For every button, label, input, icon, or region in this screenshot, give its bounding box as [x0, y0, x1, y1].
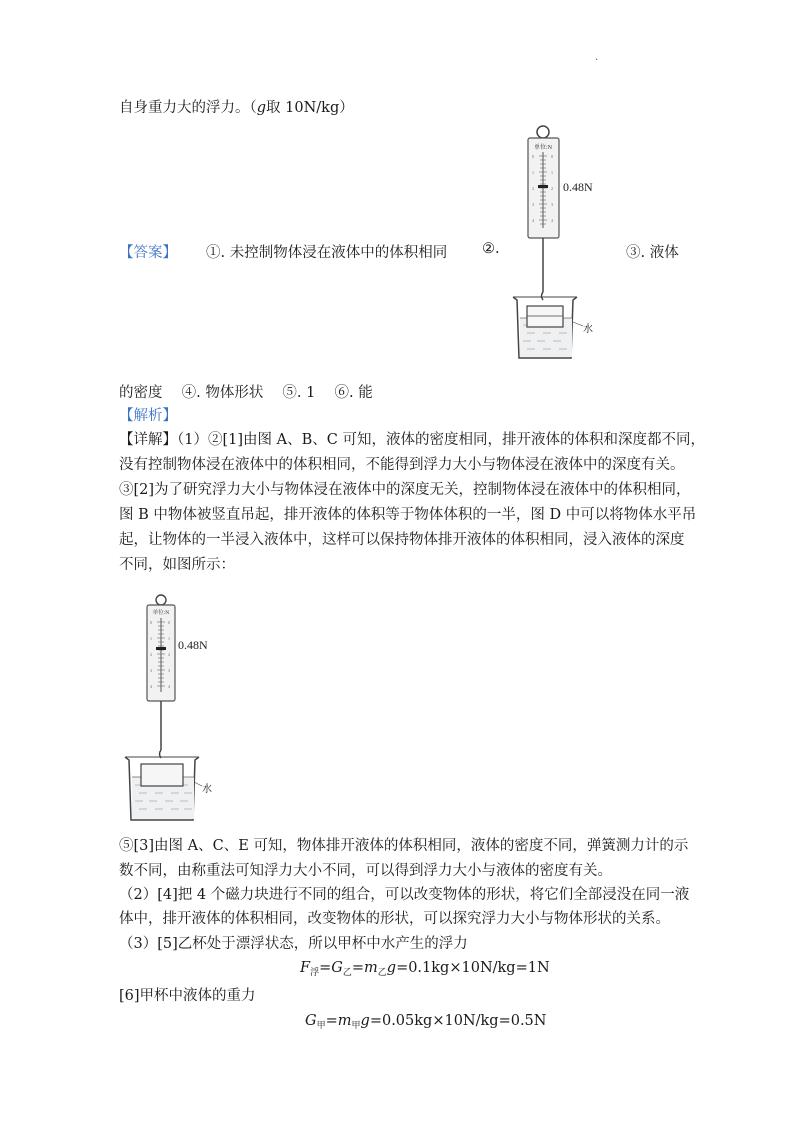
intro-line — [119, 98, 354, 118]
explanation-line-10: 体中，排开液体的体积相同，改变物体的形状，可以探究浮力大小与物体形状的关系。 — [119, 911, 670, 927]
svg-text:2: 2 — [551, 186, 553, 191]
eq2-m: m — [337, 1013, 352, 1029]
svg-text:3: 3 — [168, 668, 170, 673]
answer-item-3: ③. 液体 — [626, 245, 679, 261]
svg-text:4: 4 — [168, 684, 170, 689]
svg-text:1: 1 — [551, 170, 553, 175]
svg-text:4: 4 — [532, 218, 534, 223]
svg-text:1: 1 — [532, 170, 534, 175]
analysis-tag: 【解析】 — [119, 408, 177, 424]
explanation-line-1 — [119, 430, 705, 450]
equation-gravity — [305, 1013, 546, 1031]
scale-title-2: 单位:N — [152, 610, 170, 616]
corner-mark: . — [595, 52, 599, 63]
water-label-pointer-2 — [194, 782, 202, 786]
eq2-equals-1: = — [325, 1013, 338, 1029]
water-label-2: 水 — [202, 784, 212, 795]
svg-text:4: 4 — [150, 684, 152, 689]
svg-text:0: 0 — [532, 154, 534, 159]
svg-text:1: 1 — [168, 636, 170, 641]
scale-pointer-2 — [156, 647, 166, 650]
eq1-g: g — [386, 960, 397, 976]
svg-text:2: 2 — [532, 186, 534, 191]
eq1-equals-1: = — [319, 960, 332, 976]
explanation-line-4: 图 B 中物体被竖直吊起，排开液体的体积等于物体体积的一半，图 D 中可以将物体水平吊 — [119, 507, 697, 523]
explanation-line-5: 起，让物体的一半浸入液体中，这样可以保持物体排开液体的体积相同，浸入液体的深度 — [119, 532, 685, 548]
eq2-m-sub: 甲 — [351, 1021, 361, 1031]
answer-tag: 【答案】 — [119, 245, 177, 261]
figure-spring-scale-2 — [122, 592, 232, 832]
eq2-rest: =0.05kg×10N/kg=0.5N — [369, 1013, 547, 1029]
water-label: 水 — [583, 324, 593, 335]
svg-text:0: 0 — [168, 620, 170, 625]
scale-pointer — [538, 185, 548, 188]
svg-text:3: 3 — [532, 202, 534, 207]
eq1-G-sub: 乙 — [342, 968, 352, 978]
explanation-line-9: （2）[4]把 4 个磁力块进行不同的组合，可以改变物体的形状，将它们全部浸没在同一液 — [119, 887, 690, 903]
svg-text:1: 1 — [150, 636, 152, 641]
eq2-g: g — [360, 1013, 370, 1029]
explanation-text-1: （1）②[1]由图 A、B、C 可知，液体的密度相同，排开液体的体积和深度都不同， — [177, 432, 705, 448]
explanation-line-12: [6]甲杯中液体的重力 — [119, 988, 256, 1004]
explanation-line-2: 没有控制物体浸在液体中的体积相同，不能得到浮力大小与物体浸在液体中的深度有关。 — [119, 457, 685, 473]
explanation-line-6: 不同，如图所示： — [119, 557, 235, 573]
svg-text:2: 2 — [150, 652, 152, 657]
eq1-rest: =0.1kg×10N/kg=1N — [396, 960, 550, 976]
answer-item-1: ①. 未控制物体浸在液体中的体积相同 — [206, 245, 448, 261]
water-label-pointer — [573, 322, 583, 326]
submerged-block — [527, 306, 563, 327]
explanation-line-11: （3）[5]乙杯处于漂浮状态，所以甲杯中水产生的浮力 — [119, 936, 468, 952]
eq1-F: F — [300, 960, 311, 976]
submerged-block-2 — [141, 764, 183, 786]
eq1-G: G — [331, 960, 343, 976]
answer-line-2: 的密度 ④. 物体形状 ⑤. 1 ⑥. 能 — [119, 385, 373, 401]
eq1-F-sub: 浮 — [310, 968, 320, 978]
detail-tag: 【详解】 — [119, 432, 177, 448]
figure-spring-scale-1 — [505, 122, 645, 366]
intro-prefix: 自身重力大的浮力。（ — [119, 100, 257, 116]
scale-title: 单位:N — [533, 145, 553, 151]
svg-text:0: 0 — [150, 620, 152, 625]
scale-ring-2 — [156, 595, 166, 605]
eq2-G: G — [305, 1013, 317, 1029]
scale-reading-2: 0.48N — [178, 638, 208, 652]
intro-suffix: 取 10N/kg） — [266, 100, 354, 116]
svg-text:0: 0 — [551, 154, 553, 159]
svg-text:4: 4 — [551, 218, 553, 223]
svg-text:3: 3 — [150, 668, 152, 673]
answer-item-2: ②. — [482, 241, 500, 257]
explanation-line-7: ⑤[3]由图 A、C、E 可知，物体排开液体的体积相同，液体的密度不同，弹簧测力计的示 — [119, 838, 689, 854]
scale-hook — [542, 292, 544, 300]
eq1-equals-2: = — [351, 960, 364, 976]
eq2-G-sub: 甲 — [316, 1021, 326, 1031]
scale-reading: 0.48N — [563, 180, 593, 194]
svg-text:2: 2 — [168, 652, 170, 657]
scale-ring — [537, 126, 549, 138]
equation-buoyancy — [300, 960, 550, 978]
explanation-line-3: ③[2]为了研究浮力大小与物体浸在液体中的深度无关，控制物体浸在液体中的体积相同， — [119, 482, 691, 498]
svg-text:3: 3 — [551, 202, 553, 207]
eq1-m-sub: 乙 — [377, 968, 387, 978]
eq1-m: m — [364, 960, 378, 976]
explanation-line-8: 数不同，由称重法可知浮力大小不同，可以得到浮力大小与液体的密度有关。 — [119, 863, 612, 879]
g-symbol: g — [256, 100, 267, 116]
